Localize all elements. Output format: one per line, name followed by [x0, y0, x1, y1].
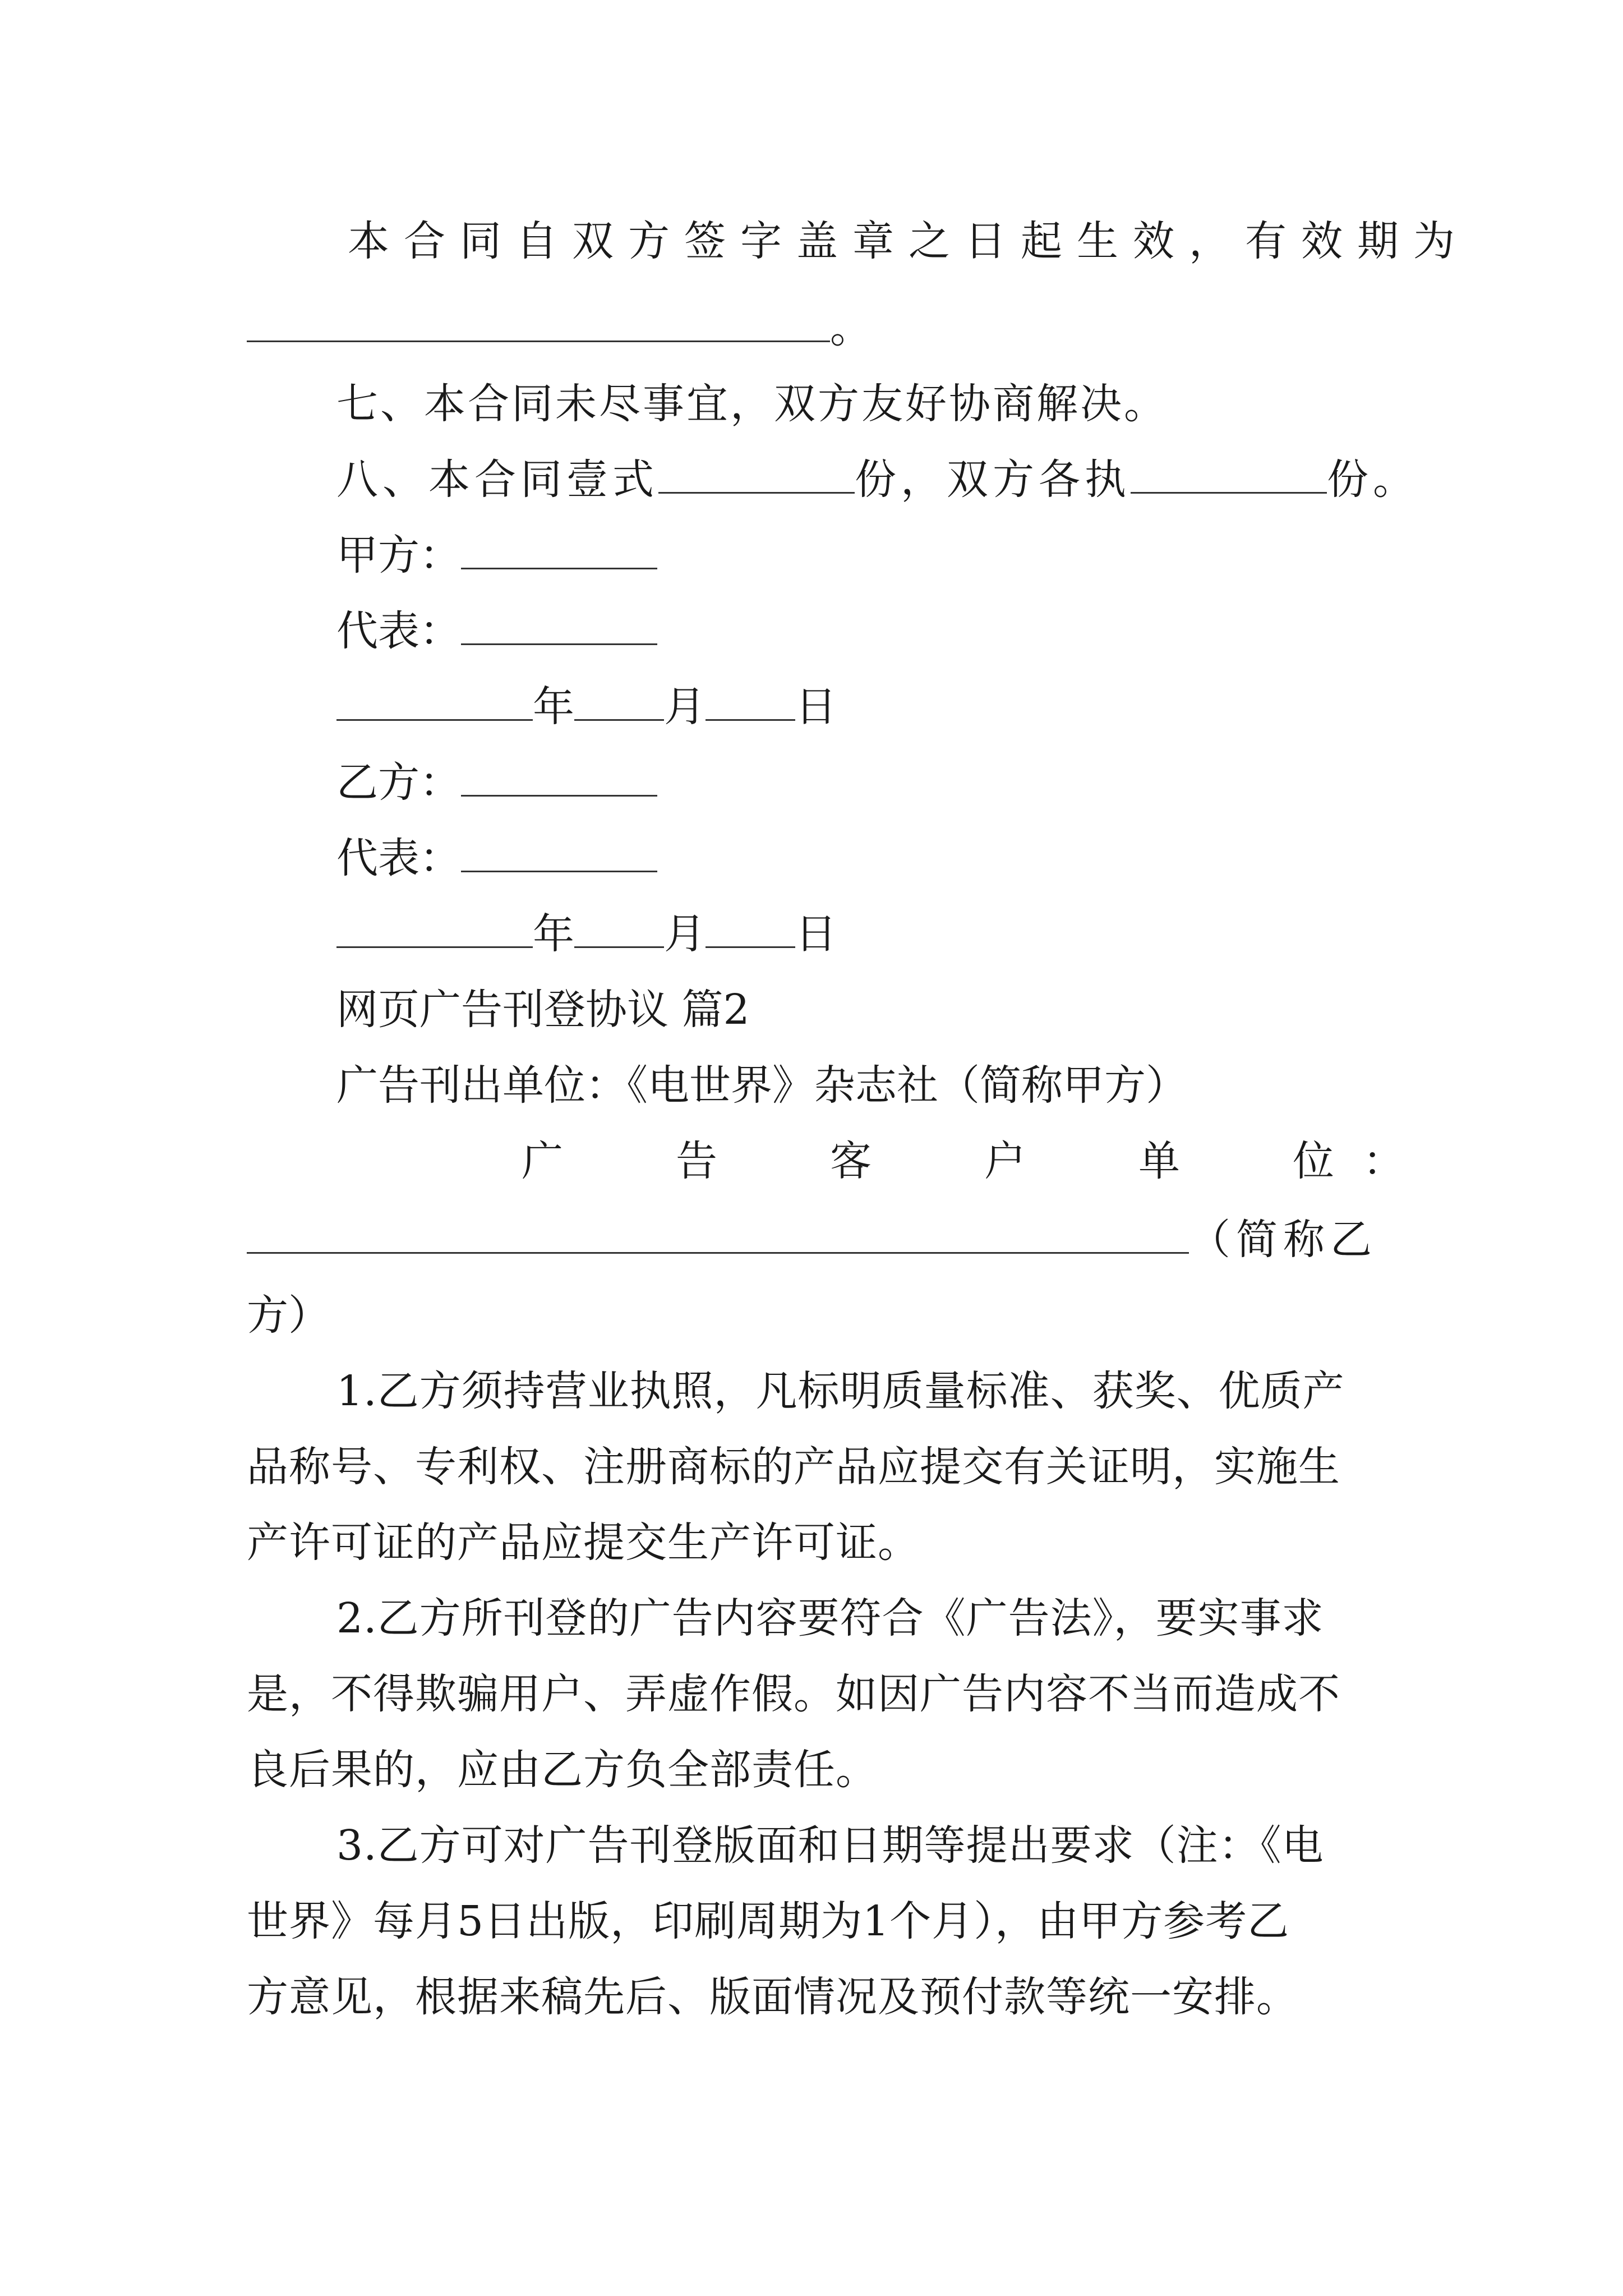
party-b-rep-line [336, 825, 657, 892]
client-blank-line [247, 1206, 1377, 1273]
party-b-year-blank[interactable] [336, 905, 533, 948]
clause8-b: 份，双方各执 [855, 455, 1131, 504]
party-b-rep-blank[interactable] [461, 829, 657, 872]
item3-line1: 3.乙方可对广告刊登版面和日期等提出要求（注：《电 [336, 1821, 1324, 1870]
party-a-blank[interactable] [461, 526, 657, 569]
month-label: 月 [664, 910, 706, 958]
party-a-line [336, 522, 657, 589]
party-a-month-blank[interactable] [574, 678, 664, 721]
client-char-3: 户 [984, 1137, 1026, 1185]
clause8-a: 八、本合同壹式 [336, 455, 658, 504]
client-suffix: （简称乙 [1189, 1216, 1377, 1264]
party-b-rep-label: 代表： [336, 834, 461, 882]
month-label: 月 [664, 683, 706, 731]
item3-line3: 方意见，根据来稿先后、版面情况及预付款等统一安排。 [247, 1973, 1298, 2021]
client-end-line: 方） [247, 1291, 330, 1340]
clause8-c: 份。 [1327, 455, 1419, 504]
publisher-line: 广告刊出单位：《电世界》杂志社（简称甲方） [336, 1061, 1187, 1110]
clause6-line1: 本合同自双方签字盖章之日起生效，有效期为 [348, 217, 1469, 265]
item2-line2: 是，不得欺骗用户、弄虚作假。如因广告内容不当而造成不 [247, 1670, 1340, 1718]
item1-line3: 产许可证的产品应提交生产许可证。 [247, 1519, 920, 1567]
party-a-rep-line [336, 597, 657, 665]
item1-line2: 品称号、专利权、注册商标的产品应提交有关证明，实施生 [247, 1443, 1340, 1491]
party-b-date-line [336, 900, 837, 968]
validity-blank[interactable] [247, 299, 830, 342]
client-char-6: ： [1363, 1137, 1404, 1185]
client-unit-blank[interactable] [247, 1211, 1189, 1254]
copies-total-blank[interactable] [658, 450, 855, 494]
party-a-day-blank[interactable] [706, 678, 795, 721]
clause7: 七、本合同未尽事宜，双方友好协商解决。 [336, 380, 1168, 428]
client-char-2: 客 [830, 1137, 872, 1185]
clause6-end: 。 [830, 304, 872, 352]
client-char-1: 告 [676, 1137, 717, 1185]
party-b-month-blank[interactable] [574, 905, 664, 948]
client-char-0: 广 [522, 1137, 563, 1185]
party-a-rep-blank[interactable] [461, 602, 657, 645]
item3-line2: 世界》每月5日出版，印刷周期为1个月），由甲方参考乙 [247, 1897, 1290, 1945]
party-a-label: 甲方： [336, 531, 461, 579]
clause6-line2 [247, 295, 872, 362]
party-a-year-blank[interactable] [336, 678, 533, 721]
copies-each-blank[interactable] [1131, 450, 1327, 494]
party-a-rep-label: 代表： [336, 607, 461, 655]
year-label: 年 [533, 910, 574, 958]
item2-line1: 2.乙方所刊登的广告内容要符合《广告法》，要实事求 [336, 1594, 1324, 1642]
client-char-5: 位 [1293, 1137, 1334, 1185]
day-label: 日 [795, 910, 837, 958]
party-b-label: 乙方： [336, 758, 461, 807]
party-b-blank[interactable] [461, 753, 657, 797]
party-b-day-blank[interactable] [706, 905, 795, 948]
clause8 [336, 446, 1419, 513]
day-label: 日 [795, 683, 837, 731]
party-b-line [336, 749, 657, 816]
client-char-4: 单 [1138, 1137, 1180, 1185]
section2-title: 网页广告刊登协议 篇2 [336, 986, 750, 1034]
party-a-date-line [336, 673, 837, 740]
item2-line3: 良后果的，应由乙方负全部责任。 [247, 1746, 878, 1794]
item1-line1: 1.乙方须持营业执照，凡标明质量标准、获奖、优质产 [336, 1367, 1345, 1415]
year-label: 年 [533, 683, 574, 731]
